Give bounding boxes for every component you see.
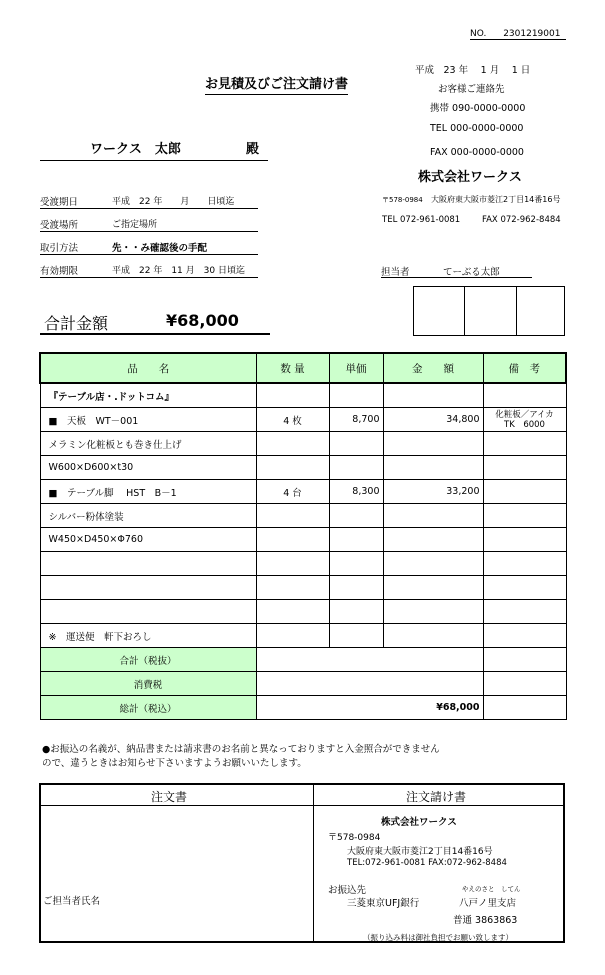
item-qty <box>256 383 329 408</box>
estimate-table <box>39 352 567 720</box>
account-number: 普通 3863863 <box>453 915 518 926</box>
item-name: シルバー粉体塗装 <box>40 504 256 528</box>
item-price <box>329 432 383 456</box>
col-header-qty: 数 量 <box>256 353 329 383</box>
item-qty: 4 台 <box>256 480 329 504</box>
summary-value <box>256 648 483 672</box>
item-qty: 4 枚 <box>256 408 329 432</box>
total-amount-block <box>40 311 270 335</box>
term-value: 平成 22 年 11 月 30 日頃迄 <box>112 266 245 276</box>
col-header-note: 備 考 <box>483 353 566 383</box>
item-note: 化粧板／アイカ TK 6000 <box>483 408 566 432</box>
stamp-box-1 <box>413 286 465 336</box>
item-amount: 33,200 <box>383 480 483 504</box>
total-value: ¥68,000 <box>166 311 239 330</box>
staff-line <box>381 264 532 278</box>
item-price <box>329 383 383 408</box>
branch-ruby: やえのさと してん <box>462 885 521 893</box>
contact-fax: FAX 000-0000-0000 <box>430 147 524 158</box>
table-row <box>40 552 566 576</box>
item-name <box>40 576 256 600</box>
item-name: ※ 運送便 軒下おろし <box>40 624 256 648</box>
doc-number <box>470 29 566 40</box>
order-right-title: 注文請け書 <box>406 790 467 804</box>
col-header-price: 単価 <box>329 353 383 383</box>
company-name: 株式会社ワークス <box>418 170 522 185</box>
table-row <box>40 432 566 456</box>
summary-row <box>40 672 566 696</box>
summary-note <box>483 672 566 696</box>
contact-title: お客様ご連絡先 <box>438 84 505 95</box>
order-telfax: TEL:072-961-0081 FAX:072-962-8484 <box>347 858 507 868</box>
summary-label: 消費税 <box>40 672 256 696</box>
summary-value: ¥68,000 <box>256 696 483 720</box>
item-name: ■ 天板 WT－001 <box>40 408 256 432</box>
company-tel: TEL 072-961-0081 <box>382 215 461 225</box>
bank-label: お振込先 <box>328 885 367 896</box>
item-price <box>329 456 383 480</box>
bank-name: 三菱東京UFJ銀行 <box>347 898 420 909</box>
item-amount <box>383 432 483 456</box>
recipient-block <box>40 138 268 161</box>
item-qty <box>256 456 329 480</box>
summary-note <box>483 696 566 720</box>
item-note <box>483 432 566 456</box>
table-row <box>40 408 566 432</box>
item-qty <box>256 552 329 576</box>
item-price: 8,700 <box>329 408 383 432</box>
item-amount <box>383 383 483 408</box>
item-name <box>40 552 256 576</box>
item-price <box>329 504 383 528</box>
item-name: ■ テーブル脚 HST B－1 <box>40 480 256 504</box>
item-name <box>40 600 256 624</box>
item-note <box>483 552 566 576</box>
table-row <box>40 480 566 504</box>
item-note <box>483 528 566 552</box>
item-price: 8,300 <box>329 480 383 504</box>
total-label: 合計金額 <box>44 314 109 333</box>
doc-number-label: NO. <box>470 29 487 39</box>
order-header-line <box>41 805 563 806</box>
summary-row <box>40 648 566 672</box>
staff-name: てーぶる太郎 <box>443 267 500 278</box>
item-amount: 34,800 <box>383 408 483 432</box>
item-name: W600×D600×t30 <box>40 456 256 480</box>
order-postal: 〒578-0984 <box>328 833 381 843</box>
fee-note: （振り込み料は御社負担でお願い致します） <box>363 933 513 942</box>
item-amount <box>383 528 483 552</box>
order-company: 株式会社ワークス <box>381 817 457 828</box>
item-qty <box>256 432 329 456</box>
term-value: ご指定場所 <box>112 220 158 230</box>
term-row <box>40 217 258 232</box>
term-label: 有効期限 <box>40 266 79 277</box>
table-row <box>40 576 566 600</box>
notice-line-2: ので、違うときはお知らせ下さいますようお願いいたします。 <box>42 758 307 769</box>
summary-note <box>483 648 566 672</box>
term-label: 受渡期日 <box>40 197 79 208</box>
contact-mobile: 携帯 090-0000-0000 <box>430 103 526 114</box>
notice-line-1: ●お振込の名義が、納品書または請求書のお名前と異なっておりますと入金照合ができません <box>42 744 440 755</box>
term-row <box>40 194 258 209</box>
col-header-name: 品 名 <box>40 353 256 383</box>
item-amount <box>383 456 483 480</box>
staff-label: 担当者 <box>381 267 410 278</box>
table-row <box>40 383 566 408</box>
item-note <box>483 576 566 600</box>
item-price <box>329 528 383 552</box>
term-label: 取引方法 <box>40 243 79 254</box>
term-label: 受渡場所 <box>40 220 79 231</box>
item-name: 『テーブル店・.ドットコム』 <box>40 383 256 408</box>
issue-date: 平成 23 年 1 月 1 日 <box>415 65 531 76</box>
item-note <box>483 383 566 408</box>
item-name: W450×D450×Φ760 <box>40 528 256 552</box>
item-note <box>483 480 566 504</box>
summary-value <box>256 672 483 696</box>
doc-number-value: 2301219001 <box>503 29 561 39</box>
item-amount <box>383 504 483 528</box>
table-row <box>40 528 566 552</box>
item-amount <box>383 624 483 648</box>
item-note <box>483 456 566 480</box>
item-note <box>483 624 566 648</box>
table-header <box>40 353 566 383</box>
document-title: お見積及びご注文請け書 <box>205 73 348 95</box>
item-qty <box>256 528 329 552</box>
company-address: 大阪府東大阪市菱江2丁目14番16号 <box>431 195 561 204</box>
recipient-honorific: 殿 <box>246 142 260 157</box>
term-value: 平成 22 年 月 日頃迄 <box>112 197 235 207</box>
person-label: ご担当者氏名 <box>43 896 101 907</box>
item-amount <box>383 552 483 576</box>
term-row <box>40 240 258 255</box>
order-left-title: 注文書 <box>151 790 188 804</box>
item-amount <box>383 576 483 600</box>
item-qty <box>256 600 329 624</box>
summary-row <box>40 696 566 720</box>
company-fax: FAX 072-962-8484 <box>482 215 561 225</box>
item-note <box>483 504 566 528</box>
recipient-name: ワークス 太郎 <box>90 142 181 157</box>
item-price <box>329 600 383 624</box>
table-row <box>40 624 566 648</box>
summary-label: 合計（税抜） <box>40 648 256 672</box>
order-divider <box>313 785 314 941</box>
term-value: 先・・み確認後の手配 <box>112 243 208 254</box>
item-note <box>483 600 566 624</box>
item-price <box>329 552 383 576</box>
item-name: メラミン化粧板とも巻き仕上げ <box>40 432 256 456</box>
company-postal: 〒578-0984 <box>382 196 423 204</box>
order-address: 大阪府東大阪市菱江2丁目14番16号 <box>347 847 493 857</box>
term-row <box>40 263 258 278</box>
item-amount <box>383 600 483 624</box>
item-qty <box>256 576 329 600</box>
contact-tel: TEL 000-0000-0000 <box>430 123 524 134</box>
item-qty <box>256 624 329 648</box>
order-section <box>39 783 565 943</box>
stamp-box-3 <box>516 286 565 336</box>
item-price <box>329 576 383 600</box>
table-row <box>40 600 566 624</box>
table-row <box>40 504 566 528</box>
stamp-box-2 <box>464 286 517 336</box>
item-qty <box>256 504 329 528</box>
summary-label: 総計（税込） <box>40 696 256 720</box>
item-price <box>329 624 383 648</box>
branch-name: 八戸ノ里支店 <box>459 898 517 909</box>
table-row <box>40 456 566 480</box>
col-header-amount: 金 額 <box>383 353 483 383</box>
